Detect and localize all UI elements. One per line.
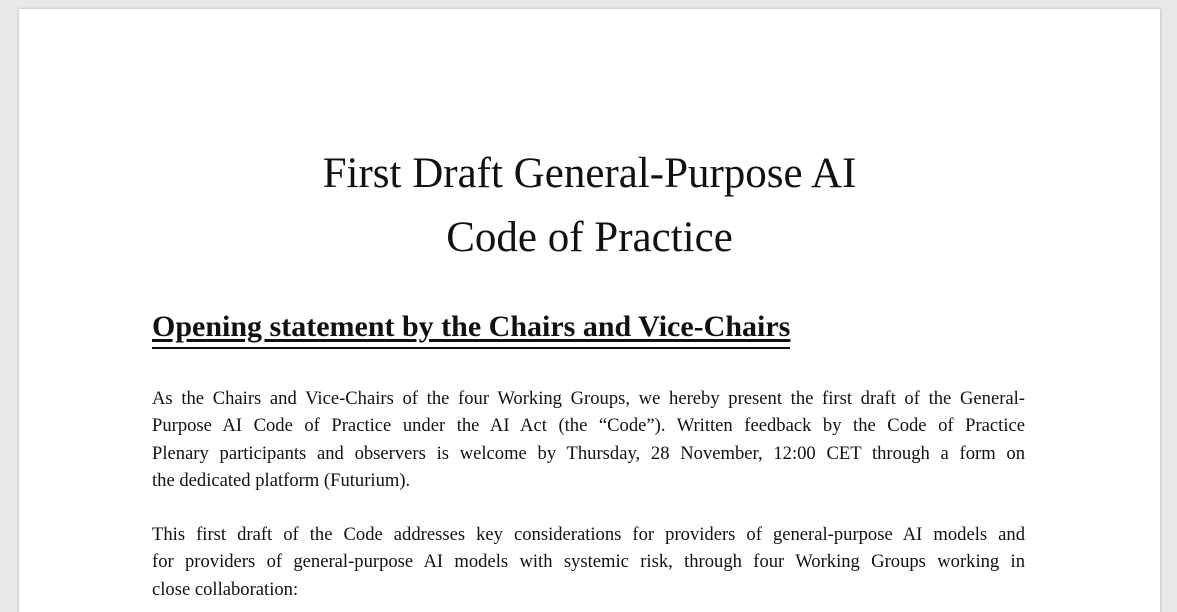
document-page [19, 9, 1160, 612]
section-heading [152, 307, 790, 349]
document-title-line-2: Code of Practice [446, 214, 733, 261]
section-heading-text: Opening statement by the Chairs and Vice-Chairs [152, 310, 791, 343]
paragraph-2-line: close collaboration: [152, 578, 299, 600]
paragraph-1-line: As the Chairs and Vice-Chairs of the four Working Groups, we hereby present the first draft of the General- [152, 388, 1025, 409]
paragraph-1 [152, 385, 1025, 494]
paragraph-1-line: the dedicated platform (Futurium). [152, 469, 411, 491]
paragraph-1-line: Plenary participants and observers is welcome by Thursday, 28 November, 12:00 CET through a form on [152, 442, 1025, 464]
paragraph-2 [152, 521, 1025, 603]
paragraph-1-line: Purpose AI Code of Practice under the AI Act (the “Code”). Written feedback by the Code of Practice [152, 415, 1025, 437]
paragraph-2-line: for providers of general-purpose AI models with systemic risk, through four Working Groups working in [152, 551, 1025, 573]
paragraph-2-line: This first draft of the Code addresses key considerations for providers of general-purpose AI models and [152, 524, 1025, 545]
document-title-line-1: First Draft General-Purpose AI [322, 150, 857, 197]
